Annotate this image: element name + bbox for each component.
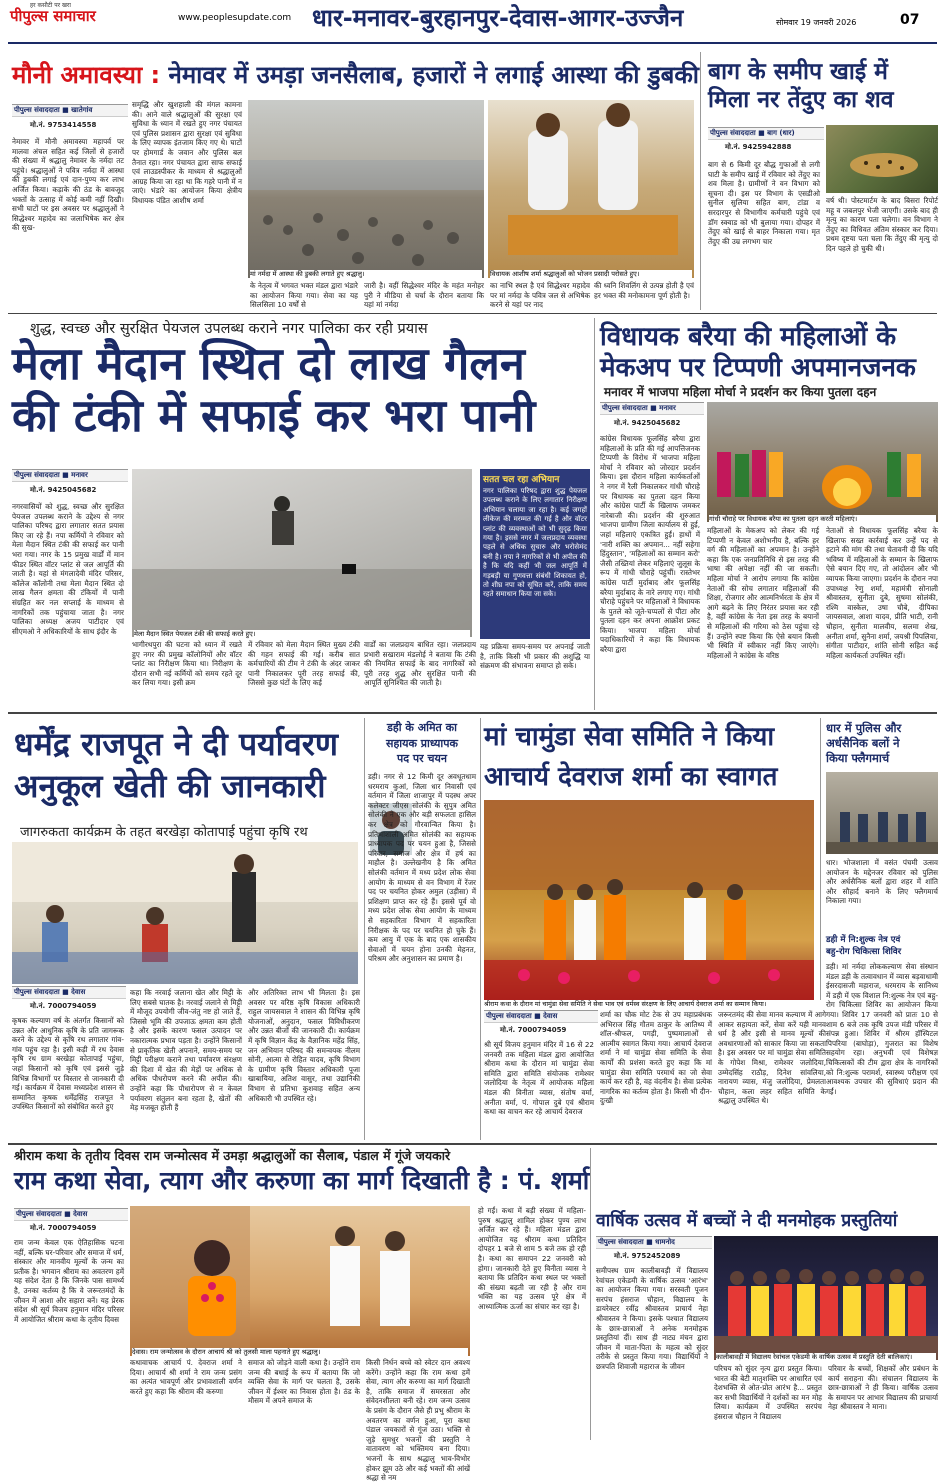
story5-subheadline: जागरुकता कार्यक्रम के तहत बरखेड़ा कोतापाई पहुंचा कृषि रथ (20, 825, 308, 840)
story11-byline: पीपुल्स संवाददाता ■ धामनोद (596, 1236, 712, 1249)
story11-col3: परिवार के बच्चों, शिक्षकों और प्रबंधन के कार्य सराहना की। संचालन विद्यालय के छात्र-छात्राओं ने ही किया। वार्षिक उत्सव के समापन पर आभार विद्यालय की प्राचार्या नेहा श्रीवास्तव ने माना। (828, 1364, 938, 1412)
story5-col2: कहा कि नरवाई जलाना खेत और मिट्टी के लिए सबसे घातक है। नरवाई जलाने से मिट्टी में मौजूद उपयोगी जीव-जंतु नष्ट हो जाते हैं, जिससे भूमि की उपजाऊ क्षमता कम होती है और इसके कारण फसल उत्पादन पर नकारात्मक प्रभाव पड़ता है। उन्होंने किसानों से प्राकृतिक खेती अपनाने, समय-समय पर मिट्टी परीक्षण कराने तथा पर्यावरण संरक्षण की दिशा में खेत की मेड़ों पर अधिक से अधिक पौधरोपण करने की अपील की। उन्होंने कहा कि पौधारोपण से न केवल पर्यावरण संतुलन बना रहता है, खेतों की मेड़ मजबूत होती हैं (130, 988, 242, 1113)
story10-byline: पीपुल्स संवाददाता ■ देवास (14, 1208, 128, 1221)
story2-headline2: मिला नर तेंदुए का शव (708, 87, 894, 113)
story4-headline2: मेकअप पर टिप्पणी अपमानजनक (600, 353, 916, 383)
crowd-illustration (248, 100, 484, 278)
story2-mobile: मो.नं. 9425942888 (725, 143, 792, 151)
story1-photo-mla (488, 100, 694, 278)
story6-text: डही। नगर से 12 किमी दूर अवधूतधाम धरमराय कुआं, जिला धार निवासी एवं वर्तमान में जिला शाजापुर में पदस्थ अपर कलेक्टर जीएस सोलंकी के सुपुत्र अमित सोलंकी ने एक और बड़ी सफलता हासिल कर क्षेत्र को गौरवान्वित किया है। प्रतिभाशाली अमित सोलंकी का सहायक प्राध्यापक पद पर चयन हुआ है, जिससे परिवार, समाज और क्षेत्र में हर्ष का माहौल है। उल्लेखनीय है कि अमित सोलंकी वर्तमान में मध्य प्रदेश लोक सेवा आयोग के माध्यम से वन विभाग में रेंजर पद पर चयनित होकर अमुल (उड़ीसा) में प्रशिक्षण प्राप्त कर रहे हैं। इससे पूर्व वो मध्य प्रदेश लोक सेवा आयोग के माध्यम से सहकारिता विभाग में सहकारिता निरीक्षक के पद पर चयनित हो चुके हैं। कम आयु में एक के बाद एक शासकीय सेवाओं में चयन होना उनकी मेहनत, परिश्रम और अनुशासन का प्रमाण है। (368, 772, 476, 964)
page-number: 07 (900, 12, 920, 28)
story10-caption: देवास। राम जन्मोत्सव के दौरान आचार्य श्री को तुलसी माला पहनाते हुए श्रद्धालु। (132, 1348, 468, 1356)
story4-mobile: मो.नं. 9425045682 (614, 419, 681, 427)
info-box-title: सतत चल रहा अभियान (483, 475, 560, 485)
story1-headline (12, 61, 699, 89)
people-illustration (488, 100, 694, 278)
story1-col2: समृद्धि और खुशहाली की मंगल कामना की। आने वाले श्रद्धालुओं की सुरक्षा एवं सुविधा के ध्यान में रखते हुए नगर पंचायत एवं पुलिस प्रशासन द्वारा सुरक्षा एवं सुविधा के लिए व्यापक इंतजाम किए गए थे। घाटों पर होमगार्ड के जवान और पुलिस बल तैनात रहा। नगर पंचायत द्वारा साफ सफाई एवं लाउडस्पीकर के माध्यम से श्रद्धालुओं आग्रह किया जा रहा था कि गहरे पानी में न जाएं। भंडारे का आयोजन किया क्षेत्रीय विधायक पंडित आशीष शर्मा (132, 100, 242, 205)
story2-headline1: बाग के समीप खाई में (708, 59, 888, 85)
story4-subheadline: मनावर में भाजपा महिला मोर्चा ने प्रदर्शन कर किया पुतला दहन (604, 385, 877, 399)
story4-caption: गांधी चौराहे पर विधायक बरैया का पुतला दहन करती महिलाएं। (709, 515, 936, 523)
info-box-text: नगर पालिका परिषद द्वारा शुद्ध पेयजल उपलब्ध कराने के लिए लगातार निरीक्षण अभियान चलाया जा रहा है। कई जगहों लीकेज की मरम्मत की गई है और वॉटर प्लांट की व्यवस्थाओं को भी सुदृढ़ किया गया है। इससे नगर में जलप्रदाय व्यवस्था पहले से अधिक सुचारु और भरोसेमंद बनी है। नपा ने नागरिकों से भी अपील की है कि यदि कहीं भी जल आपूर्ति में गड़बड़ी या गुणवत्ता संबंधी शिकायत हो, तो शीघ्र नपा को सूचित करें, ताकि समय रहते समाधान किया जा सके। (483, 487, 587, 599)
story7-col3: जरूरतमंद की सेवा मानव कल्याण में आगे आकर सहायता करें, सेवा करें यही मानव धर्म है और इसी से मानव मूल्यों की अवधारणाओं को साकार किया जा सकता है। इस अवसर पर मां चामुंडा सेवा समिति के गोपेश मिश्रा, रामेश्वर जलोदिया, उम्मेदसिंह राठौड़, दिनेश सांवलिया, नारायण व्यास, मंजु जलोदिया, प्रेमलता चौहान, कला लहर सहित समिति के श्रद्धालु उपस्थित थे। (718, 1010, 826, 1106)
story4-headline1: विधायक बरैया की महिलाओं के (600, 322, 897, 352)
march-illustration (826, 772, 938, 854)
story1-caption1: मां नर्मदा में आस्था की डुबकी लगाते हुए श्रद्धालु। (250, 270, 482, 278)
story2-photo-leopard (826, 125, 938, 193)
story10-photo-katha (130, 1206, 470, 1356)
column-divider (594, 318, 595, 710)
story7-headline2: आचार्य देवराज शर्मा का स्वागत (484, 762, 778, 792)
story10-mobile: मो.नं. 7000794059 (30, 1224, 97, 1232)
story9-headline (826, 936, 938, 957)
story5-headline2: अनुकूल खेती की जानकारी (14, 767, 326, 805)
story7-caption: श्रीराम कथा के दौरान मां चामुंडा सेवा समिति ने सेवा भाव एवं धर्मस्व संरक्षण के लिए आचार्य देवराज शर्मा का सम्मान किया। (484, 1000, 936, 1008)
story3-col5: यह प्रक्रिया समय-समय पर अपनाई जाती है, ताकि किसी भी प्रकार की अशुद्धि या संक्रमण की संभावना समाप्त हो सके। (480, 642, 590, 671)
story3-caption: मेला मैदान स्थित पेयजल टंकी की सफाई करते हुए। (134, 630, 470, 638)
story9-headline2: बहु-रोग चिकित्सा शिविर (826, 947, 902, 958)
story6-headline1: डही के अमित का (387, 721, 457, 734)
story1-caption2: विधायक आशीष शर्मा श्रद्धालुओं को भोजन प्रसादी परोसते हुए। (490, 270, 692, 278)
story4-photo-protest (707, 402, 938, 522)
story3-photo-tank (132, 469, 472, 637)
issue-date: सोमवार 19 जनवरी 2026 (776, 18, 857, 27)
story1-mobile: मो.नं. 9753414558 (30, 121, 97, 129)
story3-byline: पीपुल्स संवाददाता ■ मनावर (12, 469, 128, 482)
story1-kicker: मौनी अमावस्या : (12, 61, 161, 89)
story7-headline1: मां चामुंडा सेवा समिति ने किया (484, 722, 775, 752)
story11-col1: समीपस्थ ग्राम कालीबावड़ी में विद्यालय रेवांचल एकेडमी के वार्षिक उत्सव 'आरंभ' का आयोजन किया गया। सरस्वती पूजन सरपंच हंसराज चौहान, विद्यालय के डायरेक्टर रवींद्र श्रीवास्तव प्राचार्य नेहा श्रीवास्तव ने किया। इसके पश्चात विद्यालय के छात्र-छात्राओं ने अनेक मनमोहक प्रस्तुतियां दीं। साथ ही नाट्य मंचन द्वारा जीवन में माता-पिता के महत्व को सुंदर तरीके से प्रस्तुत किया गया। विद्यार्थियों ने छत्रपति शिवाजी महाराज के जीवन (596, 1266, 708, 1371)
story8-headline1: धार में पुलिस और (826, 721, 902, 735)
story10-col5: हो गईं। कथा में बड़ी संख्या में महिला-पुरुष श्रद्धालु शामिल होकर पुण्य लाभ अर्जित कर रहे हैं। महिला मंडल द्वारा आयोजित यह श्रीराम कथा प्रतिदिन दोपहर 1 बजे से शाम 5 बजे तक हो रही है। कथा का समापन 22 जनवरी को होगा। जानकारी देते हुए विनीता व्यास ने बताया कि प्रतिदिन कथा स्थल पर भक्तों की संख्या बढ़ती जा रही है और राम भक्ति का यह उत्सव पूरे क्षेत्र में आध्यात्मिक ऊर्जा का संचार कर रहा है। (478, 1206, 586, 1438)
story1-col1: नेमावर में मौनी अमावस्या महापर्व पर मालवा अंचल सहित कई जिलों से हजारों की संख्या में श्रद्धालु नेमावर के नर्मदा तट पहुंचे। श्रद्धालुओं ने पवित्र नर्मदा में आस्था की डुबकी लगाई एवं दान-पुण्य कर लाभ अर्जित किया। कड़ाके की ठंड के बावजूद भक्तों के उत्साह में कोई कमी नहीं दिखी। सभी घाटों पर इस अवसर पर श्रद्धालुओं ने सिद्धेश्वर महादेव का जलाभिषेक कर क्षेत्र की सुख- (12, 137, 124, 233)
story5-photo-meeting (12, 842, 358, 984)
tank-cleaning-illustration (132, 469, 472, 637)
story7-photo-stage (484, 800, 814, 1000)
leopard-illustration (826, 125, 938, 193)
website-url: www.peoplesupdate.com (178, 13, 292, 23)
story3-col1: नगरवासियों को शुद्ध, स्वच्छ और सुरक्षित पेयजल उपलब्ध कराने के उद्देश्य से नगर पालिका परिषद द्वारा लगातार सतत प्रयास किए जा रहे हैं। नपा कर्मियों ने रविवार को मेला मैदान स्थित टंकी की सफाई कर पानी भरा गया। नगर के 15 प्रमुख वार्डों में मान फीडर स्थित वॉटर प्लांट से जल आपूर्ति की जाती है। यहां से मंगलादेवी मंदिर परिसर, कॉलेज कॉलोनी तथा मेला मैदान स्थित दो लाख गैलन क्षमता की टंकियों में पानी संग्रहित कर नल सप्लाई के माध्यम से नागरिकों तक पहुंचाया जाता है। नगर पालिका अध्यक्ष अजय पाटीदार एवं सीएमओ ने अधिकारियों के साथ इंदौर के (12, 502, 124, 636)
story1-byline: पीपुल्स संवाददाता ■ खातेगांव (12, 104, 128, 117)
story3-mobile: मो.नं. 9425045682 (30, 486, 97, 494)
newspaper-logo: पीपुल्स समाचार (10, 7, 96, 25)
story8-text: धार। भोजशाला में वसंत पंचमी उत्सव आयोजन के मद्देनजर रविवार को पुलिस और अर्धसैनिक बलों द्वारा शहर में शांति और सौहार्द बनाने के लिए फ्लैगमार्च निकाला गया। (826, 858, 938, 906)
story3-col2: भागीरथपुरा की घटना को ध्यान में रखते हुए नगर की प्रमुख कॉलोनियों और वॉटर प्लांट का निरीक्षण किया था। निरीक्षण के दौरान सभी नई कर्मियों को समय रहते दूर कर लिया गया। इसी क्रम (132, 640, 242, 688)
story6-headline (368, 722, 476, 765)
story10-kicker: श्रीराम कथा के तृतीय दिवस राम जन्मोत्सव में उमड़ा श्रद्धालुओं का सैलाब, पंडाल में गूंजे जयकारे (14, 1148, 451, 1163)
story1-photo-river (248, 100, 484, 278)
story11-mobile: मो.नं. 9752452089 (614, 1252, 681, 1260)
story11-headline: वार्षिक उत्सव में बच्चों ने दी मनमोहक प्रस्तुतियां (596, 1211, 898, 1231)
story5-col3: और अतिरिक्त लाभ भी मिलता है। इस अवसर पर वरिष्ठ कृषि विकास अधिकारी राहुल जायसवाल ने शासन की विभिन्न कृषि योजनाओं, अनुदान, फसल विविधीकरण और उन्नत बीजों की जानकारी दी। कार्यक्रम में कृषि विज्ञान केंद्र के वैज्ञानिक महेंद्र सिंह, जन अभियान परिषद की समन्वयक नीलम सोनी, आत्मा से रोहित यादव, कृषि विभाग के ग्रामीण कृषि विस्तार अधिकारी पूजा खाबायिया, अतिश वासुर, तथा उद्यानिकी विभाग से प्रतिभा कुशवाह सहित अन्य अधिकारी भी उपस्थित रहे। (248, 988, 360, 1103)
story7-col2: शर्मा का चौक मोट टेक से उप महाप्रबंधक अभिराज सिंह गौतम ठाकुर के आतिथ्य में शॉल-श्रीफल, पगड़ी, पुष्पमालाओं से आत्मीय स्वागत किया गया। आचार्य देवराज शर्मा ने मां चामुंडा सेवा समिति के सेवा कार्यों की प्रशंसा करते हुए कहा कि मां चामुंडा सेवा समिति परमार्थ का जो सेवा कार्य कर रही है, वह वंदनीय है। सेवा प्रत्येक नागरिक का कर्तव्य होता है। किसी भी दीन-दुःखी (600, 1010, 712, 1106)
story3-headline1: मेला मैदान स्थित दो लाख गैलन (12, 337, 525, 390)
stage-illustration (484, 800, 814, 1000)
story8-photo-march (826, 772, 938, 854)
story1-title: नेमावर में उमड़ा जनसैलाब, हजारों ने लगाई आस्था की डुबकी (168, 61, 699, 89)
column-divider (700, 52, 701, 310)
story2-col2: वर्ष थी। पोस्टमार्टम के बाद बिसरा रिपोर्ट महू व जबलपुर भेजी जाएगी। उसके बाद ही मृत्यु का कारण पता चलेगा। वन विभाग ने तेंदुए का विधिवत अंतिम संस्कार कर दिया। प्रथम दृष्टया पता चला कि तेंदुए की मृत्यु दो दिन पहले हो चुकी थी। (826, 196, 938, 253)
story9-text: डही। मां नर्मदा लोककल्याण सेवा संस्थान मंडल डही के तत्वावधान में व्यास बड़वाधामी ईसरदासजी महाराज, धरमराय के सानिध्य में डही में एक विशाल नि:शुल्क नेत्र एवं बहु-रोग चिकित्सा शिविर का आयोजन किया गया। शिविर 17 जनवरी को प्रातः 10 से शाम 6 बजे तक कृषि उपज मंडी परिसर में संपन्न हुआ। शिविर में श्रीरम हॉस्पिटल पिपरिया (बाघोड़ा), गुजरात का विशेष सहयोग रहा। अनुभवी एवं विशेषज्ञ चिकित्सकों की टीम द्वारा क्षेत्र के नागरिकों को नि:शुल्क परामर्श, स्वास्थ्य परीक्षण एवं आवश्यक उपचार की सुविधाएं प्रदान की गईं। (826, 962, 938, 1096)
header-rule (8, 42, 937, 44)
story10-headline: राम कथा सेवा, त्याग और करुणा का मार्ग दिखाती है : पं. शर्मा (14, 1166, 590, 1195)
story8-headline (826, 722, 938, 764)
katha-illustration (130, 1206, 470, 1356)
dance-illustration (714, 1236, 938, 1360)
story7-col1: श्री सूर्य विजय हनुमान मंदिर में 16 से 22 जनवरी तक महिला मंडल द्वारा आयोजित श्रीराम कथा के दौरान मां चामुंडा सेवा समिति द्वारा समिति संयोजक रामेश्वर जलोदिया के नेतृत्व में आयोजक महिला मंडल की विनीता व्यास, संतोष वर्मा, अनीता वर्मा, पं. गोपाल दुबे एवं श्रीराम कथा का वाचन कर रहे आचार्य देवराज (484, 1040, 594, 1117)
story6-headline2: सहायक प्राध्यापक (386, 736, 458, 750)
story7-byline: पीपुल्स संवाददाता ■ देवास (484, 1010, 598, 1023)
column-divider (590, 1148, 591, 1440)
story4-col2: महिलाओं के मेकअप को लेकर की गई टिप्पणी न केवल अशोभनीय है, बल्कि हर वर्ग की महिलाओं का अपमान है। उन्होंने कहा कि एक जनप्रतिनिधि से इस तरह की भाषा की अपेक्षा नहीं की जा सकती। महिला मोर्चा ने आरोप लगाया कि कांग्रेस नेताओं की सोच लगातार महिलाओं की शिक्षा, रोजगार और आत्मनिर्भरता के क्षेत्र में आगे बढ़ने के लिए निरंतर प्रयास कर रही है, वहीं कांग्रेस के नेता इस तरह के बयानों से महिलाओं की गरिमा को ठेस पहुंचा रहे हैं। उन्होंने स्पष्ट किया कि ऐसे बयान किसी भी स्थिति में स्वीकार नहीं किए जाएंगे। महिलाओं ने कांग्रेस के वरिष्ठ (707, 526, 819, 660)
story7-mobile: मो.नं. 7000794059 (500, 1026, 567, 1034)
story6-headline3: पद पर चयन (397, 752, 447, 766)
story5-byline: पीपुल्स संवाददाता ■ देवास (12, 986, 126, 999)
story10-col1: राम जन्म केवल एक ऐतिहासिक घटना नहीं, बल्कि घर-परिवार और समाज में धर्म, संस्कार और मानवीय मूल्यों के जन्म का प्रतीक है। भगवान श्रीराम का अवतरण हमें यह संदेश देता है कि जिनके पास सामर्थ्य है, उनका कर्तव्य है कि वे जरूरतमंदों के जीवन में आशा और सहारा बनें। यह प्रेरक संदेश श्री सूर्य विजय हनुमान मंदिर परिसर में आयोजित श्रीराम कथा के तृतीय दिवस (14, 1238, 124, 1324)
story4-byline: पीपुल्स संवाददाता ■ मनावर (600, 402, 704, 415)
story1-col3: के नेतृत्व में भगवत भक्त मंडल द्वारा भंडारे का आयोजन किया गया। सेवा का यह सिलसिला 10 वर्षों से (250, 281, 358, 310)
meeting-illustration (12, 842, 358, 984)
story1-col5: का नाभि स्थल है एवं सिद्धेश्वर महादेव पर मां नर्मदा के पवित्र जल से अभिषेक करने से यहां पर नाद (490, 281, 590, 310)
story5-mobile: मो.नं. 7000794059 (30, 1002, 97, 1010)
masthead (0, 0, 945, 44)
protest-illustration (707, 402, 938, 522)
story2-col1: बाग से 6 किमी दूर बौद्ध गुफाओं से लगी घाटी के समीप खाई में रविवार को तेंदुए का शव मिला है। ग्रामीणों ने वन विभाग को सूचना दी। इस पर विभाग के एसडीओ सुनील सुलिया सहित बाग, टांडा व सरदारपुर से विभागीय कर्मचारी पहुंचे एवं डॉग स्क्वाड को भी बुलाया गया। दोपहर में तेंदुए को खाई से बाहर निकाला गया। मृत तेंदुए की उम्र लगभग चार (708, 160, 820, 246)
story3-headline2: की टंकी में सफाई कर भरा पानी (12, 389, 536, 442)
story2-byline: पीपुल्स संवाददाता ■ बाग (धार) (708, 127, 824, 140)
story3-kicker: शुद्ध, स्वच्छ और सुरक्षित पेयजल उपलब्ध कराने नगर पालिका कर रही प्रयास (30, 321, 428, 337)
story8-headline2: अर्धसैनिक बलों ने (826, 736, 900, 751)
story3-col4: वार्डों का जलप्रदाय बाधित रहा। जलप्रदाय प्रभारी सखाराम मंडलोई ने बताया कि टंकी की नियमित सफाई के बाद नागरिकों को पूरी तरह शुद्ध और सुरक्षित पानी की आपूर्ति सुनिश्चित की जाती है। (364, 640, 476, 688)
story4-col1: कांग्रेस विधायक फूलसिंह बरैया द्वारा महिलाओं के प्रति की गई आपत्तिजनक टिप्पणी के विरोध में भाजपा महिला मोर्चा ने रविवार को जोरदार प्रदर्शन किया। इस दौरान महिला कार्यकर्ताओं ने नगर में रैली निकालकर गांधी चौराहे पर विधायक का पुतला दहन किया और कांग्रेस पार्टी के खिलाफ जमकर नारेबाजी की। प्रदर्शन की शुरुआत भाजपा ग्रामीण जिला कार्यालय से हुई, जहां महिलाएं एकत्रित हुईं। हाथों में 'नारी शक्ति का अपमान... नहीं सहेगा हिंदुस्तान', 'महिलाओं का सम्मान करो' जैसी तख्तियां लेकर महिलाएं जुलूस के रूप में गांधी चौराहे पहुंचीं। रास्तेभर कांग्रेस पार्टी मुर्दाबाद और फूलसिंह बरैया मुर्दाबाद के नारे लगाए गए। गांधी चौराहे पहुंचने पर महिलाओं ने विधायक के पुतले को जूते-चप्पलों से पीटा और पुतला दहन कर अपना आक्रोश प्रकट किया। भाजपा महिला मोर्चा पदाधिकारियों ने कहा कि विधायक बरैया द्वारा (600, 434, 700, 655)
column-divider (820, 718, 821, 1000)
story11-col2: परिचय को सुंदर नृत्य द्वारा प्रस्तुत किया। भारत की बेटी मातृशक्ति पर आधारित एवं देशभक्ति से ओत-प्रोत आरंभ है... प्रस्तुत कर सभी विद्यार्थियों ने दर्शकों का मन मोह लिया। कार्यक्रम में उपस्थित सरपंच हंसराज चौहान ने विद्यालय (714, 1364, 822, 1421)
story4-col3: नेताओं से विधायक फूलसिंह बरैया के खिलाफ सख्त कार्रवाई कर उन्हें पद से हटाने की मांग की तथा चेतावनी दी कि यदि भविष्य में महिलाओं के सम्मान के खिलाफ ऐसे बयान दिए गए, तो आंदोलन और भी व्यापक किया जाएगा। प्रदर्शन के दौरान नपा उपाध्यक्ष रेणु शर्मा, महामंत्री सोनाली श्रीवास्तव, सुनीता दुबे, सुषमा सोलंकी, रश्मि वास्केल, उषा चौबे, दीपिका जायसवाल, आशा यादव, प्रीति भाटी, रानी चौहान, सुनीता मालवीय, सलमा शेख, अनीता शर्मा, सुनैना शर्मा, जयश्री पिपलिया, संगीता पाटीदार, शांति सोनी सहित कई महिला कार्यकर्ता उपस्थित रहीं। (826, 526, 938, 660)
story1-col4: जारी है। वहीं सिद्धेश्वर मंदिर के महंत मनोहर पुरी ने मीडिया से चर्चा के दौरान बताया कि यहां मां नर्मदा (364, 281, 484, 310)
section-rule (8, 712, 937, 714)
story10-col4: किसी निर्धन बच्चे को स्वेटर दान अवश्य करेंगे। उन्होंने कहा कि राम कथा हमें सेवा, त्याग और करुणा का मार्ग दिखाती है, ताकि समाज में समरसता और संवेदनशीलता बनी रहे। राम जन्म उत्सव के प्रसंग के दौरान जैसे ही प्रभु श्रीराम के अवतरण का वर्णन हुआ, पूरा कथा पंडाल जयकारों से गूंज उठा। भक्ति से जुड़े सुमधुर भजनों की प्रस्तुति ने वातावरण को भक्तिमय बना दिया। भजनों के साथ श्रद्धालु भाव-विभोर होकर झूम उठे और कई भक्तों की आंखें श्रद्धा से नम (366, 1358, 470, 1483)
column-divider (364, 718, 365, 1140)
story8-headline3: किया फ्लैगमार्च (826, 751, 890, 766)
story9-headline1: डही में नि:शुल्क नेत्र एवं (826, 935, 901, 945)
story1-col6: की ध्वनि शिवलिंग से उत्पन्न होती है एवं हर भक्त की मनोकामना पूर्ण होती है। (594, 281, 694, 300)
story11-photo-dance (714, 1236, 938, 1360)
masthead-tagline: हर कसौटी पर खरा (30, 2, 71, 9)
edition-cities: धार-मनावर-बुरहानपुर-देवास-आगर-उज्जैन (312, 4, 684, 32)
section-rule (8, 1143, 937, 1145)
column-divider (480, 718, 481, 1140)
story11-caption: कालीबावड़ी में विद्यालय रेवांचल एकेडमी के वार्षिक उत्सव में प्रस्तुति देती बालिकाएं। (716, 1353, 936, 1361)
story10-col2: कथावाचक आचार्य पं. देवराज शर्मा ने दिया। आचार्य श्री शर्मा ने राम जन्म प्रसंग का अत्यंत भावपूर्ण और प्रभावशाली वर्णन करते हुए कहा कि श्रीराम की करुणा (130, 1358, 242, 1396)
story3-info-box (480, 469, 590, 639)
section-rule (8, 313, 937, 314)
story5-col1: कृषक कल्याण वर्ष के अंतर्गत किसानों को उन्नत और आधुनिक कृषि के प्रति जागरूक करने के उद्देश्य से कृषि रथ लगातार गांव-गांव पहुंच रहा है। इसी कड़ी में रथ देवास कृषि रथ ग्राम बरखेड़ा कोतापाई पहुंचा, जहां किसानों को कृषि एवं इससे जुड़े विभिन्न विभागों पर विस्तार से जानकारी दी गई। कार्यक्रम में देवास मध्यप्रदेश शासन से सम्मानित कृषक धर्मेंद्रसिंह राजपूत ने उपस्थित किसानों को संबोधित करते हुए (12, 1016, 124, 1112)
story10-col3: समाज को जोड़ने वाली कथा है। उन्होंने राम जन्म की बधाई के रूप में बताया कि जो व्यक्ति सेवा के मार्ग पर चलता है, उसके जीवन में ईश्वर का निवास होता है। ठंड के मौसम में अपने समाज के (248, 1358, 360, 1406)
story5-headline1: धर्मेंद्र राजपूत ने दी पर्यावरण (14, 725, 338, 763)
story3-col3: में रविवार को मेला मैदान स्थित मुख्य टंकी की गहन सफाई की गई। करीब सात कर्मचारियों की टीम ने टंकी के अंदर जाकर पानी निकालकर पूरी तरह सफाई की, जिससे कुछ घंटों के लिए कई (248, 640, 360, 688)
